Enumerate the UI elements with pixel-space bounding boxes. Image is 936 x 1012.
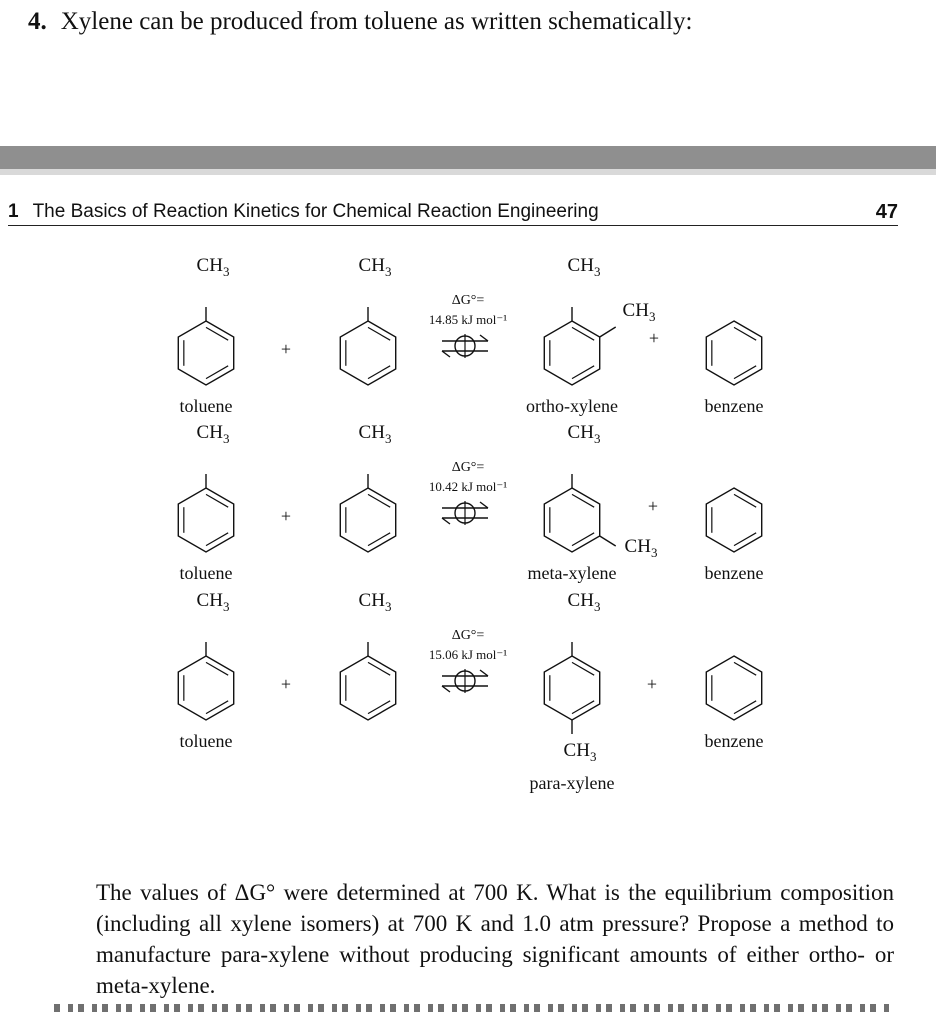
- row-1-toluene-ring: [178, 321, 233, 385]
- chapter-title: The Basics of Reaction Kinetics for Chemical Reaction Engineering: [32, 201, 599, 222]
- row-3-equilibrium-arrows-head-r: [480, 670, 488, 676]
- row-2-benzene-ring-double-bond: [734, 494, 756, 507]
- page-number: 47: [875, 201, 898, 223]
- row-2-equilibrium-arrows-head-r: [480, 502, 488, 508]
- row-1-reactant-label: toluene: [179, 396, 233, 416]
- row-2-product-label: meta-xylene: [527, 563, 617, 583]
- question-text: Xylene can be produced from toluene as written schematically:: [60, 8, 693, 35]
- row-1-benzene-ring-double-bond: [734, 366, 756, 379]
- row-1-equilibrium-arrows-head-r: [480, 335, 488, 341]
- reaction-scheme: [0, 240, 936, 800]
- row-1-xylene-methyl-bond-2: [600, 327, 616, 337]
- row-1-xylene-methyl-label-2: $CH_3$: [622, 300, 656, 324]
- row-3-xylene-ring-double-bond: [572, 701, 594, 714]
- row-2-byproduct-label: benzene: [704, 563, 764, 583]
- row-1-byproduct-label: benzene: [704, 396, 764, 416]
- row-3-delta-g-value: 15.06 kJ mol⁻¹: [428, 647, 508, 662]
- page-header: [8, 201, 898, 226]
- row-1-benzene-ring-double-bond: [734, 327, 756, 340]
- row-2-delta-g-label: ΔG°=: [451, 460, 485, 475]
- row-3-toluene-ring-double-bond: [206, 701, 228, 714]
- row-1-delta-g-value: 14.85 kJ mol⁻¹: [428, 312, 508, 327]
- row-1-toluene-ring-double-bond: [206, 327, 228, 340]
- row-2-toluene2-methyl-label: $CH_3$: [358, 422, 392, 446]
- row-3-toluene2-ring: [340, 656, 395, 720]
- row-1-xylene-ring: [544, 321, 599, 385]
- row-3-benzene-ring-double-bond: [734, 662, 756, 675]
- row-2-toluene-ring-double-bond: [206, 494, 228, 507]
- row-2-benzene-ring: [706, 488, 761, 552]
- row-1-toluene2-ring: [340, 321, 395, 385]
- row-2-xylene-ring-double-bond: [572, 494, 594, 507]
- row-2-toluene-ring: [178, 488, 233, 552]
- row-1-toluene-ring-double-bond: [206, 366, 228, 379]
- row-2-xylene-methyl-label-2: $CH_3$: [624, 536, 658, 560]
- row-1-toluene2-ring-double-bond: [368, 366, 390, 379]
- row-3-benzene-ring-double-bond: [734, 701, 756, 714]
- row-3-product-label: para-xylene: [529, 773, 615, 793]
- row-3-xylene-methyl-label-2: $CH_3$: [563, 740, 597, 764]
- question-paragraph: The values of ΔG° were determined at 700 K. What is the equilibrium composition (including all xylene isomers) at 700 K and 1.0 atm pressure? Propose a method to manufacture para-xylene without producing significant amounts of either ortho- or meta-xylene.: [96, 880, 894, 998]
- chapter-number: 1: [8, 201, 19, 222]
- row-2-xylene-methyl-label-1: $CH_3$: [567, 422, 601, 446]
- row-2-toluene2-ring: [340, 488, 395, 552]
- row-1-toluene2-ring-double-bond: [368, 327, 390, 340]
- question-line: [28, 8, 692, 36]
- row-2-xylene-methyl-bond-2: [600, 536, 616, 546]
- page-divider-bar: [0, 146, 936, 169]
- row-3-byproduct-label: benzene: [704, 731, 764, 751]
- row-3-plus-1: +: [280, 674, 292, 694]
- row-3-toluene-methyl-label: $CH_3$: [196, 590, 230, 614]
- row-2-toluene2-ring-double-bond: [368, 494, 390, 507]
- row-3-xylene-methyl-label-1: $CH_3$: [567, 590, 601, 614]
- row-1-equilibrium-arrows-head-l: [442, 351, 450, 357]
- row-1-plus-2: +: [648, 328, 660, 348]
- row-1-plus-1: +: [280, 339, 292, 359]
- row-1-xylene-ring-double-bond: [572, 327, 594, 340]
- row-1-product-label: ortho-xylene: [526, 396, 618, 416]
- row-3-toluene2-ring-double-bond: [368, 701, 390, 714]
- row-1-delta-g-label: ΔG°=: [451, 293, 485, 308]
- row-2-toluene-methyl-label: $CH_3$: [196, 422, 230, 446]
- page-divider-shadow: [0, 169, 936, 175]
- row-2-xylene-ring-double-bond: [572, 533, 594, 546]
- row-3-reactant-label: toluene: [179, 731, 233, 751]
- row-3-equilibrium-arrows-head-l: [442, 686, 450, 692]
- row-2-delta-g-value: 10.42 kJ mol⁻¹: [428, 479, 508, 494]
- row-2-reactant-label: toluene: [179, 563, 233, 583]
- cut-off-next-line: [0, 1002, 936, 1012]
- question-number: 4.: [28, 8, 47, 35]
- row-3-toluene2-methyl-label: $CH_3$: [358, 590, 392, 614]
- row-3-toluene2-ring-double-bond: [368, 662, 390, 675]
- row-3-xylene-ring-double-bond: [572, 662, 594, 675]
- row-1-xylene-methyl-label-1: $CH_3$: [567, 255, 601, 279]
- row-2-xylene-ring: [544, 488, 599, 552]
- row-2-equilibrium-arrows-head-l: [442, 518, 450, 524]
- row-1-toluene2-methyl-label: $CH_3$: [358, 255, 392, 279]
- row-1-xylene-ring-double-bond: [572, 366, 594, 379]
- row-2-toluene2-ring-double-bond: [368, 533, 390, 546]
- row-1-toluene-methyl-label: $CH_3$: [196, 255, 230, 279]
- row-2-benzene-ring-double-bond: [734, 533, 756, 546]
- row-3-plus-2: +: [646, 674, 658, 694]
- row-1-benzene-ring: [706, 321, 761, 385]
- row-3-xylene-ring: [544, 656, 599, 720]
- row-3-delta-g-label: ΔG°=: [451, 628, 485, 643]
- row-2-plus-1: +: [280, 506, 292, 526]
- row-2-toluene-ring-double-bond: [206, 533, 228, 546]
- row-3-toluene-ring: [178, 656, 233, 720]
- row-3-toluene-ring-double-bond: [206, 662, 228, 675]
- row-2-plus-2: +: [647, 496, 659, 516]
- row-3-benzene-ring: [706, 656, 761, 720]
